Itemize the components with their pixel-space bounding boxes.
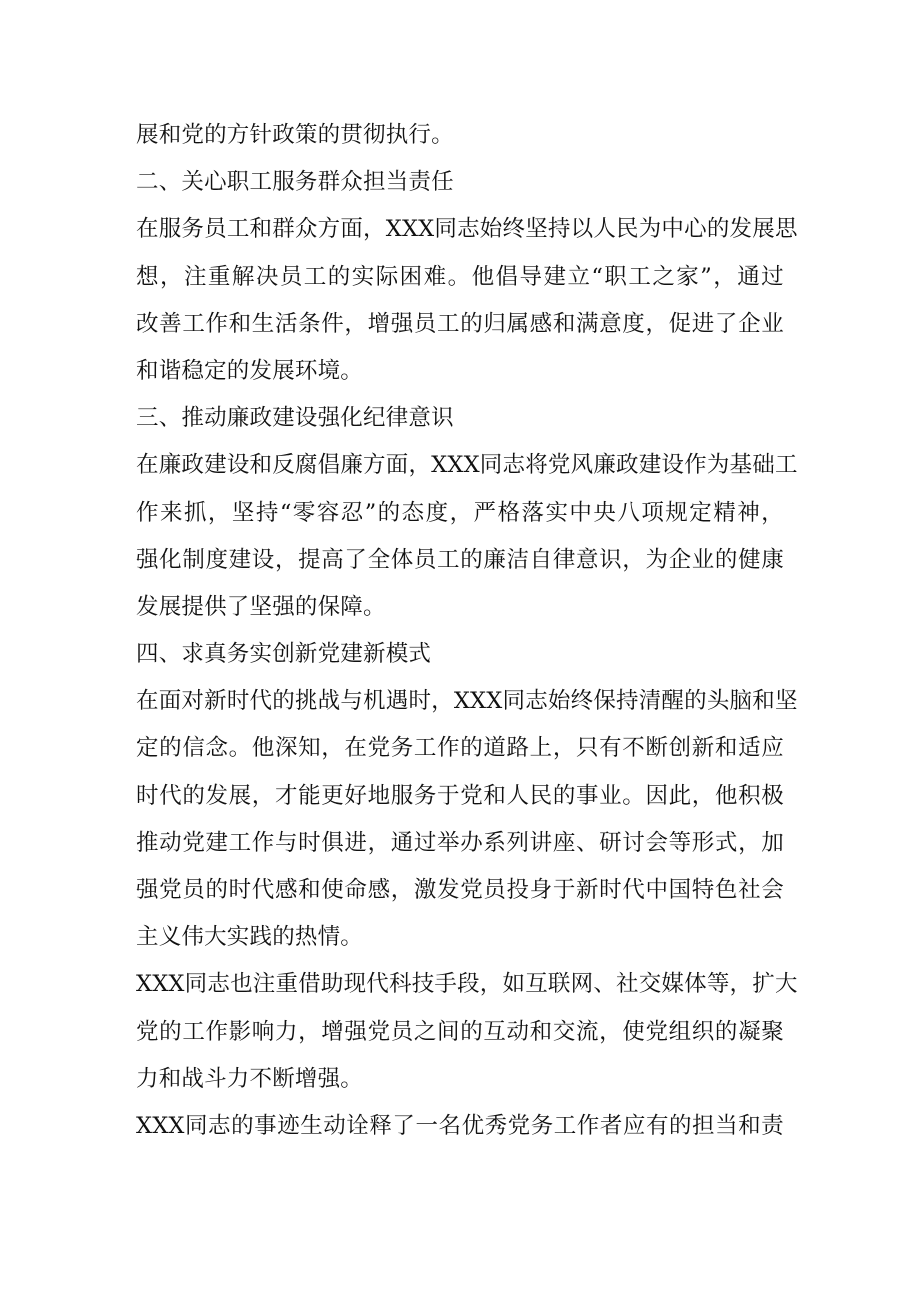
- paragraph-line: 和谐稳定的发展环境。: [136, 357, 364, 384]
- paragraph-line: 在 廉 政 建 设 和 反 腐 倡 廉 方 面 ， XXX 同 志 将 党 风 廉 政 建 设 作 为 基 础 工: [136, 452, 798, 479]
- paragraph-line: 展和党的方针政策的贯彻执行。: [136, 122, 454, 148]
- section-heading: 二、关心职工服务群众担当责任: [136, 169, 454, 196]
- paragraph-line: 力和战斗力不断增强。: [136, 1065, 364, 1092]
- document-body: [136, 112, 796, 1150]
- paragraph-line: 强 党 员 的 时 代 感 和 使 命 感 ， 激 发 党 员 投 身 于 新 时 代 中 国 特 色 社 会: [136, 877, 784, 903]
- paragraph-line: 作 来 抓 ， 坚 持 “ 零 容 忍 ” 的 态 度 ， 严 格 落 实 中 央 八 项 规 定 精 神 ，: [136, 499, 784, 526]
- paragraph-line: XXX 同 志 的 事 迹 生 动 诠 释 了 一 名 优 秀 党 务 工 作 者 应 有 的 担 当 和 责: [136, 1112, 784, 1139]
- paragraph-line: 主义伟大实践的热情。: [136, 924, 364, 951]
- paragraph-line: 发展提供了坚强的保障。: [136, 593, 386, 620]
- paragraph-line: 党 的 工 作 影 响 力 ， 增 强 党 员 之 间 的 互 动 和 交 流 ， 使 党 组 织 的 凝 聚: [136, 1018, 784, 1045]
- paragraph-line: 强 化 制 度 建 设 ， 提 高 了 全 体 员 工 的 廉 洁 自 律 意 识 ， 为 企 业 的 健 康: [136, 546, 784, 573]
- paragraph-line: XXX 同 志 也 注 重 借 助 现 代 科 技 手 段 ， 如 互 联 网 、 社 交 媒 体 等 ， 扩 大: [136, 971, 798, 998]
- paragraph-line: 改 善 工 作 和 生 活 条 件 ， 增 强 员 工 的 归 属 感 和 满 意 度 ， 促 进 了 企 业: [136, 310, 784, 337]
- paragraph-line: 时 代 的 发 展 ， 才 能 更 好 地 服 务 于 党 和 人 民 的 事 业 。 因 此 ， 他 积 极: [136, 782, 784, 809]
- paragraph-line: 在 服 务 员 工 和 群 众 方 面 ， XXX 同 志 始 终 坚 持 以 人 民 为 中 心 的 发 展 思: [136, 216, 798, 243]
- paragraph-line: 想 ， 注 重 解 决 员 工 的 实 际 困 难 。 他 倡 导 建 立 “ 职 工 之 家 ” ， 通 过: [136, 263, 784, 290]
- section-heading: 四、求真务实创新党建新模式: [136, 641, 432, 668]
- paragraph-line: 推 动 党 建 工 作 与 时 俱 进 ， 通 过 举 办 系 列 讲 座 、 研 讨 会 等 形 式 ， 加: [136, 829, 784, 856]
- paragraph-line: 定 的 信 念 。 他 深 知 ， 在 党 务 工 作 的 道 路 上 ， 只 有 不 断 创 新 和 适 应: [136, 735, 784, 762]
- section-heading: 三、推动廉政建设强化纪律意识: [136, 405, 454, 432]
- paragraph-line: 在 面 对 新 时 代 的 挑 战 与 机 遇 时 ， XXX 同 志 始 终 保 持 清 醒 的 头 脑 和 坚: [136, 688, 798, 715]
